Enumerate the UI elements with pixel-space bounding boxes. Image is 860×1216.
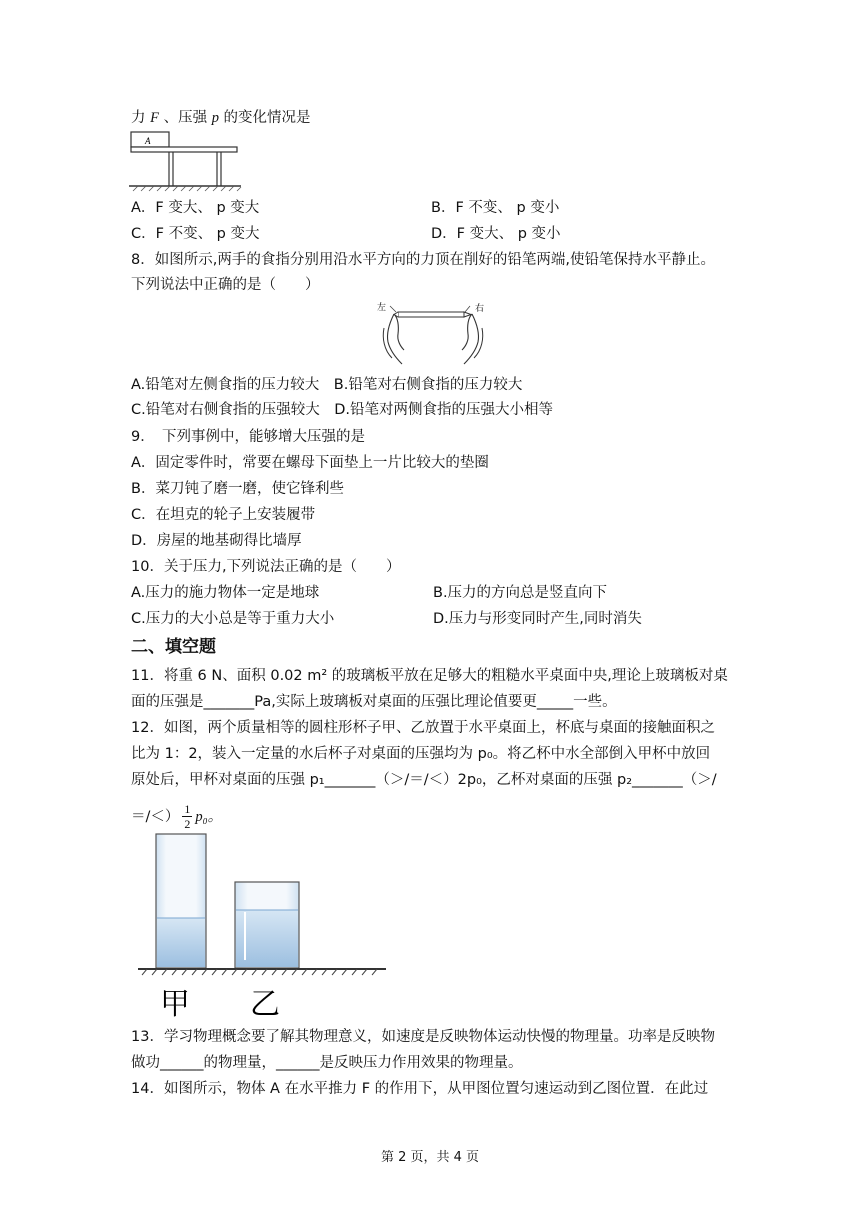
q12-fraction xyxy=(182,802,192,831)
q12-cups-figure xyxy=(138,832,388,1022)
q14-line1: 14．如图所示，物体 A 在水平推力 F 的作用下，从甲图位置匀速运动到乙图位置．在此过 xyxy=(131,1081,709,1097)
q11-line1: 11．将重 6 N、面积 0.02 m² 的玻璃板平放在足够大的粗糙水平桌面中央,理论上玻璃板对桌 xyxy=(131,668,728,684)
q12-cup-left-label: 甲 xyxy=(160,987,190,1022)
q12-line2: 比为 1：2，装入一定量的水后杯子对桌面的压强均为 p₀。将乙杯中水全部倒入甲杯中放回 xyxy=(131,746,711,762)
q12-line4-b: p₀。 xyxy=(195,808,223,825)
section-title-fill-blank: 二、填空题 xyxy=(131,637,216,657)
q7-table-figure xyxy=(129,128,244,192)
q8-stem-line2: 下列说法中正确的是（ ） xyxy=(131,277,320,293)
q8-stem-line1: 8．如图所示,两手的食指分别用沿水平方向的力顶在削好的铅笔两端,使铅笔保持水平静止。 xyxy=(131,252,715,268)
q7-option-a: A．F 变大、 p 变大 xyxy=(131,200,260,216)
q9-option-b: B．菜刀钝了磨一磨，使它锋利些 xyxy=(131,481,344,497)
q7-option-d: D．F 变大、 p 变小 xyxy=(431,226,561,242)
q7-option-c: C．F 不变、 p 变大 xyxy=(131,226,260,242)
q8-options-cd: C.铅笔对右侧食指的压强较大 D.铅笔对两侧食指的压强大小相等 xyxy=(131,402,554,418)
q8-right-label: 右 xyxy=(475,303,485,313)
q9-option-c: C．在坦克的轮子上安装履带 xyxy=(131,507,316,523)
q9-option-a: A．固定零件时，常要在螺母下面垫上一片比较大的垫圈 xyxy=(131,455,489,471)
q8-options-ab: A.铅笔对左侧食指的压力较大 B.铅笔对右侧食指的压力较大 xyxy=(131,377,523,393)
q12-cup-right-label: 乙 xyxy=(250,987,280,1022)
q10-option-c: C.压力的大小总是等于重力大小 xyxy=(131,611,335,627)
q10-option-d: D.压力与形变同时产生,同时消失 xyxy=(433,611,642,627)
q9-stem: 9． 下列事例中，能够增大压强的是 xyxy=(131,429,365,445)
q12-line1: 12．如图，两个质量相等的圆柱形杯子甲、乙放置于水平桌面上，杯底与桌面的接触面积之 xyxy=(131,720,715,736)
q7-text-a: 力 xyxy=(131,110,146,126)
q7-text-c: 的变化情况是 xyxy=(223,110,311,126)
q7-var-p: p xyxy=(211,110,219,126)
q7-stem-tail xyxy=(131,108,311,128)
q12-frac-num: 1 xyxy=(184,802,191,816)
q12-line4-a: ＝/＜） xyxy=(131,808,180,825)
q10-option-b: B.压力的方向总是竖直向下 xyxy=(433,585,608,601)
q12-line3: 原处后，甲杯对桌面的压强 p₁_______（＞/＝/＜）2p₀，乙杯对桌面的压强 p₂_______（＞/ xyxy=(131,772,717,788)
q9-option-d: D．房屋的地基砌得比墙厚 xyxy=(131,533,302,549)
q13-line1: 13．学习物理概念要了解其物理意义，如速度是反映物体运动快慢的物理量。功率是反映物 xyxy=(131,1029,715,1045)
q8-left-label: 左 xyxy=(377,302,387,312)
q7-block-label: A xyxy=(145,136,151,146)
q13-line2: 做功______的物理量，______是反映压力作用效果的物理量。 xyxy=(131,1055,523,1071)
q7-text-b: 、压强 xyxy=(163,110,208,126)
page-footer: 第 2 页，共 4 页 xyxy=(380,1150,480,1165)
q8-pencil-figure xyxy=(374,298,492,366)
q7-option-b: B．F 不变、 p 变小 xyxy=(431,200,560,216)
q7-var-f: F xyxy=(150,110,159,126)
q12-frac-den: 2 xyxy=(184,817,191,831)
q11-line2: 面的压强是_______Pa,实际上玻璃板对桌面的压强比理论值要更_____一些。 xyxy=(131,694,617,710)
q12-line4 xyxy=(131,802,222,831)
q10-option-a: A.压力的施力物体一定是地球 xyxy=(131,585,320,601)
q10-stem: 10．关于压力,下列说法正确的是（ ） xyxy=(131,559,401,575)
